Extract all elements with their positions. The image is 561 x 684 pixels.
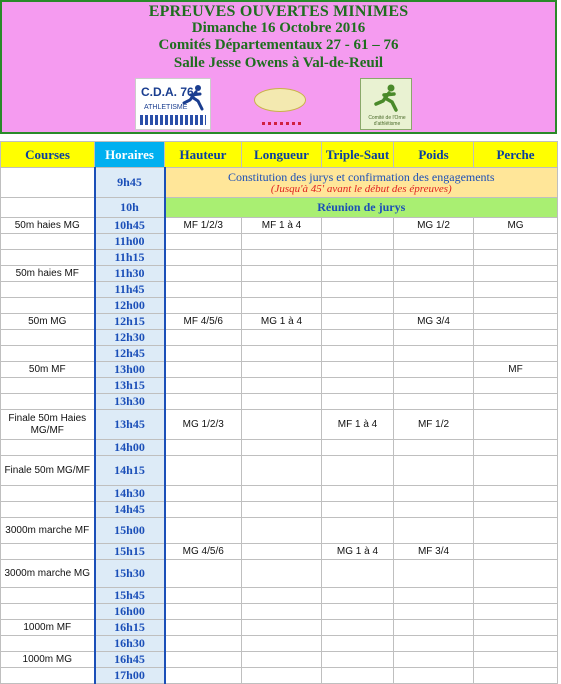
longueur-cell: [242, 620, 322, 636]
hauteur-cell: [165, 330, 242, 346]
hauteur-cell: [165, 440, 242, 456]
table-row: [1, 378, 558, 394]
poids-cell: [394, 440, 474, 456]
perche-cell: [474, 266, 558, 282]
poids-cell: [394, 636, 474, 652]
time-cell: 11h30: [95, 266, 165, 282]
course-cell: [1, 502, 95, 518]
table-row: [1, 652, 558, 668]
table-row: [1, 502, 558, 518]
triple-cell: [322, 266, 394, 282]
table-row: [1, 234, 558, 250]
time-cell: 12h15: [95, 314, 165, 330]
triple-cell: [322, 588, 394, 604]
triple-cell: [322, 668, 394, 684]
hauteur-cell: [165, 378, 242, 394]
triple-cell: [322, 218, 394, 234]
table-row: [1, 620, 558, 636]
perche-cell: [474, 394, 558, 410]
time-cell: 16h45: [95, 652, 165, 668]
table-row: [1, 440, 558, 456]
longueur-cell: [242, 502, 322, 518]
column-header-courses: Courses: [1, 142, 95, 168]
table-row: [1, 518, 558, 544]
column-header-triple-saut: Triple-Saut: [322, 142, 394, 168]
poids-cell: [394, 266, 474, 282]
perche-cell: [474, 502, 558, 518]
longueur-cell: [242, 588, 322, 604]
triple-cell: [322, 652, 394, 668]
hauteur-cell: [165, 394, 242, 410]
triple-cell: [322, 394, 394, 410]
triple-cell: [322, 346, 394, 362]
time-cell: 14h15: [95, 456, 165, 486]
hauteur-cell: MF 1/2/3: [165, 218, 242, 234]
perche-cell: [474, 298, 558, 314]
longueur-cell: [242, 250, 322, 266]
perche-cell: [474, 440, 558, 456]
time-cell: 13h30: [95, 394, 165, 410]
longueur-cell: [242, 652, 322, 668]
logo-dots: [262, 122, 302, 125]
table-row: [1, 250, 558, 266]
time-cell: 14h00: [95, 440, 165, 456]
poids-cell: [394, 560, 474, 588]
poids-cell: [394, 250, 474, 266]
hauteur-cell: [165, 668, 242, 684]
course-cell: 50m MF: [1, 362, 95, 378]
longueur-cell: [242, 346, 322, 362]
perche-cell: [474, 518, 558, 544]
column-header-longueur: Longueur: [242, 142, 322, 168]
poids-cell: [394, 588, 474, 604]
triple-cell: [322, 502, 394, 518]
time-cell: 12h30: [95, 330, 165, 346]
longueur-cell: [242, 518, 322, 544]
constitution-note: (Jusqu'à 45' avant le début des épreuves): [270, 182, 452, 195]
longueur-cell: [242, 330, 322, 346]
hauteur-cell: [165, 266, 242, 282]
time-cell: 11h45: [95, 282, 165, 298]
hauteur-cell: [165, 620, 242, 636]
orne-logo-text: Comité de l'Orne d'athlétisme: [368, 115, 406, 127]
perche-cell: [474, 378, 558, 394]
poids-cell: [394, 298, 474, 314]
triple-cell: [322, 298, 394, 314]
triple-cell: [322, 282, 394, 298]
triple-cell: [322, 234, 394, 250]
poids-cell: [394, 234, 474, 250]
perche-cell: [474, 486, 558, 502]
longueur-cell: [242, 636, 322, 652]
longueur-cell: [242, 544, 322, 560]
hauteur-cell: MG 4/5/6: [165, 544, 242, 560]
perche-cell: [474, 620, 558, 636]
runner-icon: [371, 83, 403, 113]
triple-cell: [322, 330, 394, 346]
event-title: EPREUVES OUVERTES MINIMES: [148, 3, 409, 20]
table-row: [1, 668, 558, 684]
column-header-poids: Poids: [394, 142, 474, 168]
hauteur-cell: [165, 250, 242, 266]
triple-cell: [322, 440, 394, 456]
time-cell: 10h: [95, 198, 165, 218]
time-cell: 12h00: [95, 298, 165, 314]
hauteur-cell: [165, 636, 242, 652]
course-cell: 50m MG: [1, 314, 95, 330]
longueur-cell: [242, 410, 322, 440]
course-cell: [1, 378, 95, 394]
longueur-cell: [242, 604, 322, 620]
triple-cell: [322, 518, 394, 544]
header-banner: [0, 0, 557, 134]
table-row: [1, 560, 558, 588]
time-cell: 11h00: [95, 234, 165, 250]
longueur-cell: [242, 266, 322, 282]
longueur-cell: MG 1 à 4: [242, 314, 322, 330]
table-row: [1, 282, 558, 298]
perche-cell: [474, 456, 558, 486]
poids-cell: [394, 394, 474, 410]
course-cell: [1, 604, 95, 620]
poids-cell: MG 3/4: [394, 314, 474, 330]
poids-cell: [394, 620, 474, 636]
triple-cell: [322, 604, 394, 620]
perche-cell: [474, 604, 558, 620]
triple-cell: [322, 378, 394, 394]
longueur-cell: [242, 234, 322, 250]
course-cell: [1, 282, 95, 298]
time-cell: 15h15: [95, 544, 165, 560]
hauteur-cell: [165, 604, 242, 620]
triple-cell: [322, 362, 394, 378]
triple-cell: [322, 620, 394, 636]
course-cell: [1, 234, 95, 250]
logo-ring: [254, 88, 306, 112]
longueur-cell: [242, 378, 322, 394]
perche-cell: [474, 234, 558, 250]
table-header-row: [1, 142, 558, 168]
time-cell: 10h45: [95, 218, 165, 234]
perche-cell: [474, 668, 558, 684]
course-cell: [1, 636, 95, 652]
table-row: [1, 362, 558, 378]
poids-cell: [394, 652, 474, 668]
course-cell: 50m haies MF: [1, 266, 95, 282]
column-header-perche: Perche: [474, 142, 558, 168]
course-cell: [1, 330, 95, 346]
course-cell: Finale 50m MG/MF: [1, 456, 95, 486]
triple-cell: MF 1 à 4: [322, 410, 394, 440]
triple-cell: MG 1 à 4: [322, 544, 394, 560]
time-cell: 14h30: [95, 486, 165, 502]
perche-cell: [474, 544, 558, 560]
poids-cell: [394, 456, 474, 486]
table-row: [1, 266, 558, 282]
table-row: [1, 394, 558, 410]
constitution-text: Constitution des jurys et confirmation des engagements: [227, 169, 495, 184]
longueur-cell: MF 1 à 4: [242, 218, 322, 234]
longueur-cell: [242, 456, 322, 486]
poids-cell: [394, 346, 474, 362]
table-row: [1, 298, 558, 314]
time-cell: 17h00: [95, 668, 165, 684]
table-row: [1, 346, 558, 362]
triple-cell: [322, 560, 394, 588]
cda76-logo: [135, 78, 211, 130]
poids-cell: [394, 330, 474, 346]
time-cell: 13h15: [95, 378, 165, 394]
table-row: [1, 314, 558, 330]
longueur-cell: [242, 282, 322, 298]
table-row: [1, 588, 558, 604]
hauteur-cell: [165, 298, 242, 314]
perche-cell: [474, 636, 558, 652]
cda76-logo-title: C.D.A. 76: [141, 85, 194, 99]
course-cell: 50m haies MG: [1, 218, 95, 234]
table-row: [1, 604, 558, 620]
hauteur-cell: [165, 234, 242, 250]
table-row: [1, 218, 558, 234]
perche-cell: [474, 560, 558, 588]
poids-cell: [394, 518, 474, 544]
course-cell: 1000m MG: [1, 652, 95, 668]
time-cell: 15h30: [95, 560, 165, 588]
poids-cell: [394, 362, 474, 378]
poids-cell: [394, 604, 474, 620]
perche-cell: [474, 588, 558, 604]
cda76-logo-sub: ATHLETISME: [144, 104, 188, 111]
time-cell: 16h00: [95, 604, 165, 620]
time-cell: 16h15: [95, 620, 165, 636]
poids-cell: [394, 668, 474, 684]
perche-cell: [474, 346, 558, 362]
longueur-cell: [242, 394, 322, 410]
course-cell: [1, 588, 95, 604]
table-row: [1, 456, 558, 486]
longueur-cell: [242, 668, 322, 684]
event-venue: Salle Jesse Owens à Val-de-Reuil: [173, 55, 384, 71]
hauteur-cell: [165, 518, 242, 544]
longueur-cell: [242, 440, 322, 456]
table-cell: [1, 168, 95, 198]
reunion-row: [1, 198, 558, 218]
hauteur-cell: [165, 652, 242, 668]
orne-athletisme-logo: [360, 78, 412, 130]
poids-cell: MF 1/2: [394, 410, 474, 440]
table-row: [1, 486, 558, 502]
time-cell: 12h45: [95, 346, 165, 362]
course-cell: [1, 250, 95, 266]
perche-cell: [474, 282, 558, 298]
poids-cell: [394, 282, 474, 298]
hauteur-cell: MF 4/5/6: [165, 314, 242, 330]
event-date: Dimanche 16 Octobre 2016: [191, 20, 366, 36]
column-header-hauteur: Hauteur: [165, 142, 242, 168]
course-cell: 1000m MF: [1, 620, 95, 636]
time-cell: 13h45: [95, 410, 165, 440]
course-cell: [1, 544, 95, 560]
schedule-table: [0, 141, 558, 684]
course-cell: [1, 346, 95, 362]
longueur-cell: [242, 298, 322, 314]
hauteur-cell: [165, 346, 242, 362]
eure-athletisme-logo: [250, 78, 310, 130]
perche-cell: [474, 410, 558, 440]
logo-stripes: [140, 115, 206, 125]
time-cell: 16h30: [95, 636, 165, 652]
triple-cell: [322, 250, 394, 266]
triple-cell: [322, 636, 394, 652]
column-header-horaires: Horaires: [95, 142, 165, 168]
course-cell: Finale 50m Haies MG/MF: [1, 410, 95, 440]
constitution-info: [165, 168, 558, 198]
course-cell: 3000m marche MG: [1, 560, 95, 588]
triple-cell: [322, 456, 394, 486]
course-cell: [1, 298, 95, 314]
course-cell: [1, 440, 95, 456]
table-cell: [1, 198, 95, 218]
poids-cell: MF 3/4: [394, 544, 474, 560]
hauteur-cell: [165, 282, 242, 298]
poids-cell: [394, 378, 474, 394]
longueur-cell: [242, 560, 322, 588]
time-cell: 15h00: [95, 518, 165, 544]
table-row: [1, 544, 558, 560]
longueur-cell: [242, 486, 322, 502]
course-cell: [1, 668, 95, 684]
time-cell: 9h45: [95, 168, 165, 198]
hauteur-cell: [165, 486, 242, 502]
perche-cell: [474, 314, 558, 330]
course-cell: [1, 486, 95, 502]
perche-cell: [474, 250, 558, 266]
table-row: [1, 410, 558, 440]
longueur-cell: [242, 362, 322, 378]
course-cell: 3000m marche MF: [1, 518, 95, 544]
time-cell: 14h45: [95, 502, 165, 518]
triple-cell: [322, 486, 394, 502]
time-cell: 11h15: [95, 250, 165, 266]
poids-cell: [394, 502, 474, 518]
perche-cell: [474, 330, 558, 346]
hauteur-cell: [165, 560, 242, 588]
runner-icon: [178, 83, 208, 113]
hauteur-cell: MG 1/2/3: [165, 410, 242, 440]
poids-cell: MG 1/2: [394, 218, 474, 234]
event-committees: Comités Départementaux 27 - 61 – 76: [158, 37, 399, 53]
hauteur-cell: [165, 588, 242, 604]
hauteur-cell: [165, 362, 242, 378]
triple-cell: [322, 314, 394, 330]
table-row: [1, 330, 558, 346]
poids-cell: [394, 486, 474, 502]
perche-cell: [474, 652, 558, 668]
hauteur-cell: [165, 456, 242, 486]
hauteur-cell: [165, 502, 242, 518]
table-row: [1, 636, 558, 652]
time-cell: 13h00: [95, 362, 165, 378]
perche-cell: MG: [474, 218, 558, 234]
time-cell: 15h45: [95, 588, 165, 604]
reunion-info: Réunion de jurys: [165, 198, 558, 218]
constitution-row: [1, 168, 558, 198]
course-cell: [1, 394, 95, 410]
perche-cell: MF: [474, 362, 558, 378]
